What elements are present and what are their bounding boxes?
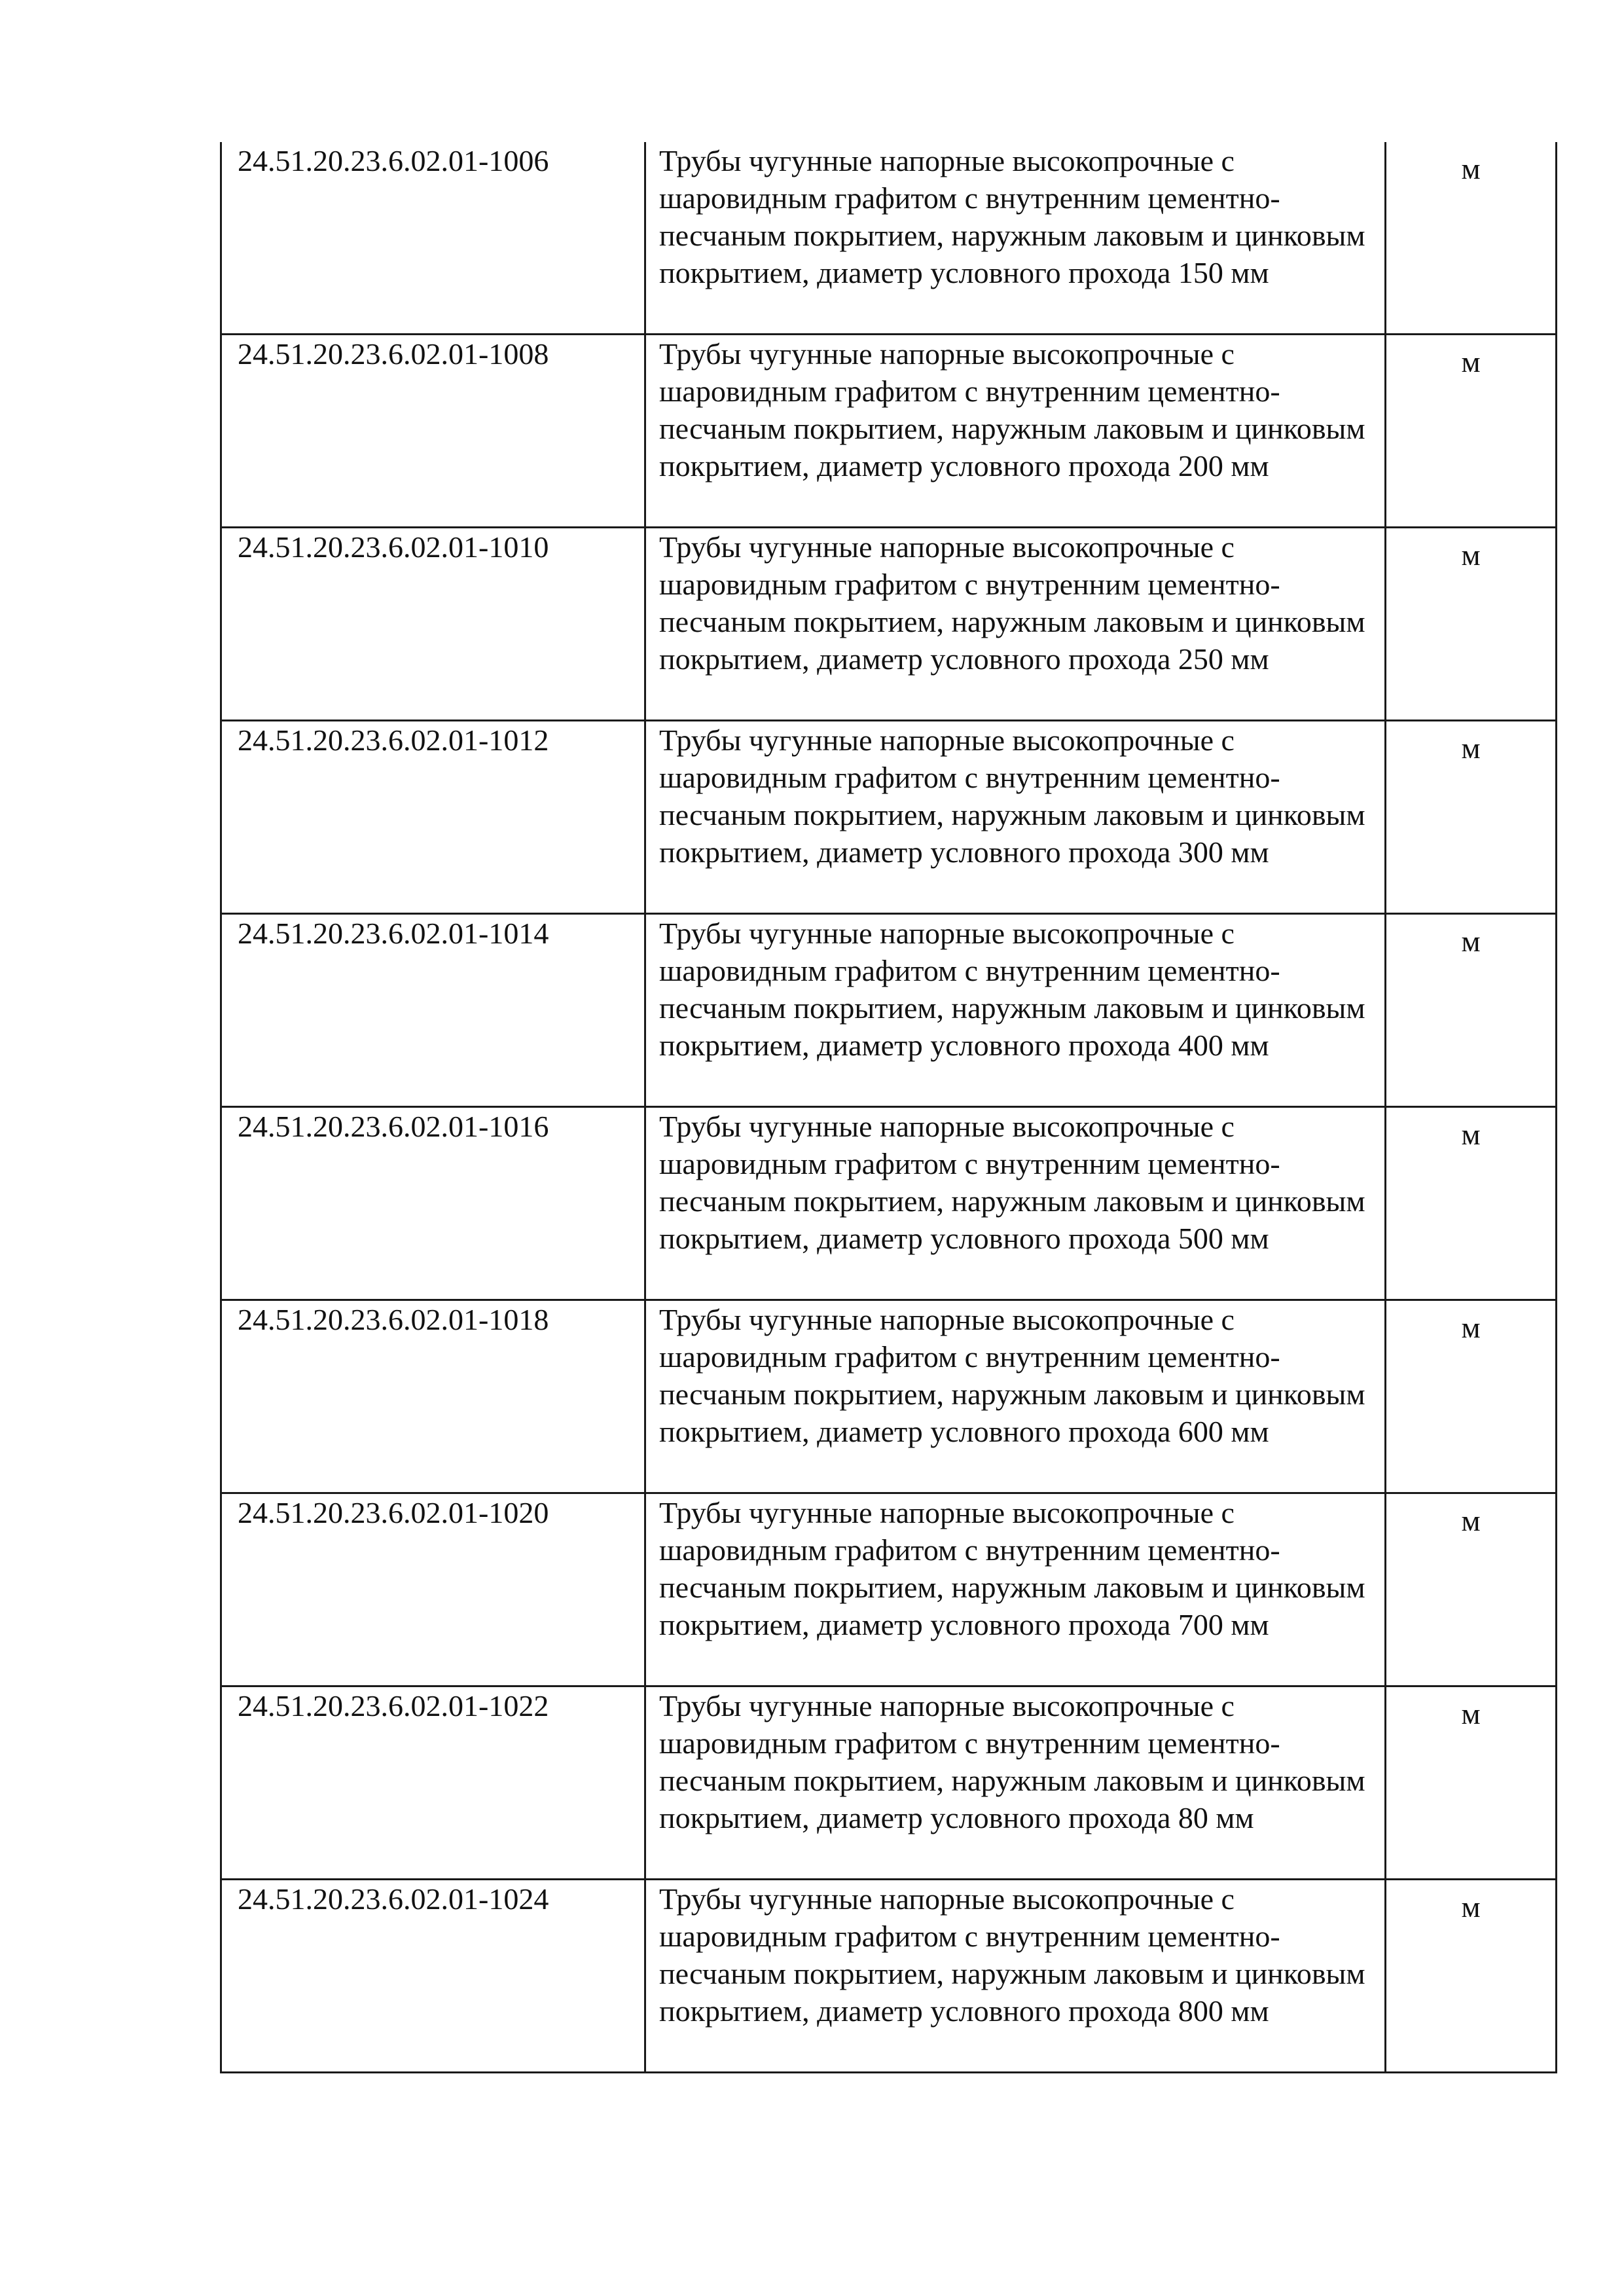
table-row: [221, 1880, 1557, 2073]
resource-code: 24.51.20.23.6.02.01-1024: [221, 1880, 645, 2073]
table-row: [221, 142, 1557, 335]
resource-table: [220, 142, 1557, 2073]
table-row: [221, 721, 1557, 914]
resource-code: 24.51.20.23.6.02.01-1016: [221, 1107, 645, 1300]
resource-code: 24.51.20.23.6.02.01-1020: [221, 1493, 645, 1686]
unit-of-measure: м: [1386, 335, 1557, 528]
unit-of-measure: м: [1386, 528, 1557, 721]
unit-of-measure: м: [1386, 1880, 1557, 2073]
resource-code: 24.51.20.23.6.02.01-1008: [221, 335, 645, 528]
resource-description: Трубы чугунные напорные высокопрочные с шаровидным графитом с внутренним цементно-песчаным покрытием, наружным лаковым и цинковым покрытием, диаметр условного прохода 800 мм: [645, 1880, 1386, 2073]
resource-description: Трубы чугунные напорные высокопрочные с шаровидным графитом с внутренним цементно-песчаным покрытием, наружным лаковым и цинковым покрытием, диаметр условного прохода 80 мм: [645, 1686, 1386, 1880]
unit-of-measure: м: [1386, 1107, 1557, 1300]
resource-description: Трубы чугунные напорные высокопрочные с шаровидным графитом с внутренним цементно-песчаным покрытием, наружным лаковым и цинковым покрытием, диаметр условного прохода 400 мм: [645, 914, 1386, 1107]
unit-of-measure: м: [1386, 142, 1557, 335]
resource-description: Трубы чугунные напорные высокопрочные с шаровидным графитом с внутренним цементно-песчаным покрытием, наружным лаковым и цинковым покрытием, диаметр условного прохода 500 мм: [645, 1107, 1386, 1300]
resource-code: 24.51.20.23.6.02.01-1014: [221, 914, 645, 1107]
resource-description: Трубы чугунные напорные высокопрочные с шаровидным графитом с внутренним цементно-песчаным покрытием, наружным лаковым и цинковым покрытием, диаметр условного прохода 300 мм: [645, 721, 1386, 914]
resource-code: 24.51.20.23.6.02.01-1012: [221, 721, 645, 914]
unit-of-measure: м: [1386, 1493, 1557, 1686]
resource-code: 24.51.20.23.6.02.01-1006: [221, 142, 645, 335]
resource-description: Трубы чугунные напорные высокопрочные с шаровидным графитом с внутренним цементно-песчаным покрытием, наружным лаковым и цинковым покрытием, диаметр условного прохода 250 мм: [645, 528, 1386, 721]
resource-description: Трубы чугунные напорные высокопрочные с шаровидным графитом с внутренним цементно-песчаным покрытием, наружным лаковым и цинковым покрытием, диаметр условного прохода 150 мм: [645, 142, 1386, 335]
unit-of-measure: м: [1386, 914, 1557, 1107]
table-row: [221, 528, 1557, 721]
resource-description: Трубы чугунные напорные высокопрочные с шаровидным графитом с внутренним цементно-песчаным покрытием, наружным лаковым и цинковым покрытием, диаметр условного прохода 600 мм: [645, 1300, 1386, 1493]
resource-code: 24.51.20.23.6.02.01-1018: [221, 1300, 645, 1493]
table-row: [221, 335, 1557, 528]
resource-code: 24.51.20.23.6.02.01-1022: [221, 1686, 645, 1880]
table-row: [221, 1686, 1557, 1880]
table-row: [221, 1107, 1557, 1300]
resource-description: Трубы чугунные напорные высокопрочные с шаровидным графитом с внутренним цементно-песчаным покрытием, наружным лаковым и цинковым покрытием, диаметр условного прохода 200 мм: [645, 335, 1386, 528]
unit-of-measure: м: [1386, 1300, 1557, 1493]
unit-of-measure: м: [1386, 1686, 1557, 1880]
resource-code: 24.51.20.23.6.02.01-1010: [221, 528, 645, 721]
table-row: [221, 1493, 1557, 1686]
resource-description: Трубы чугунные напорные высокопрочные с шаровидным графитом с внутренним цементно-песчаным покрытием, наружным лаковым и цинковым покрытием, диаметр условного прохода 700 мм: [645, 1493, 1386, 1686]
table-row: [221, 1300, 1557, 1493]
unit-of-measure: м: [1386, 721, 1557, 914]
table-row: [221, 914, 1557, 1107]
